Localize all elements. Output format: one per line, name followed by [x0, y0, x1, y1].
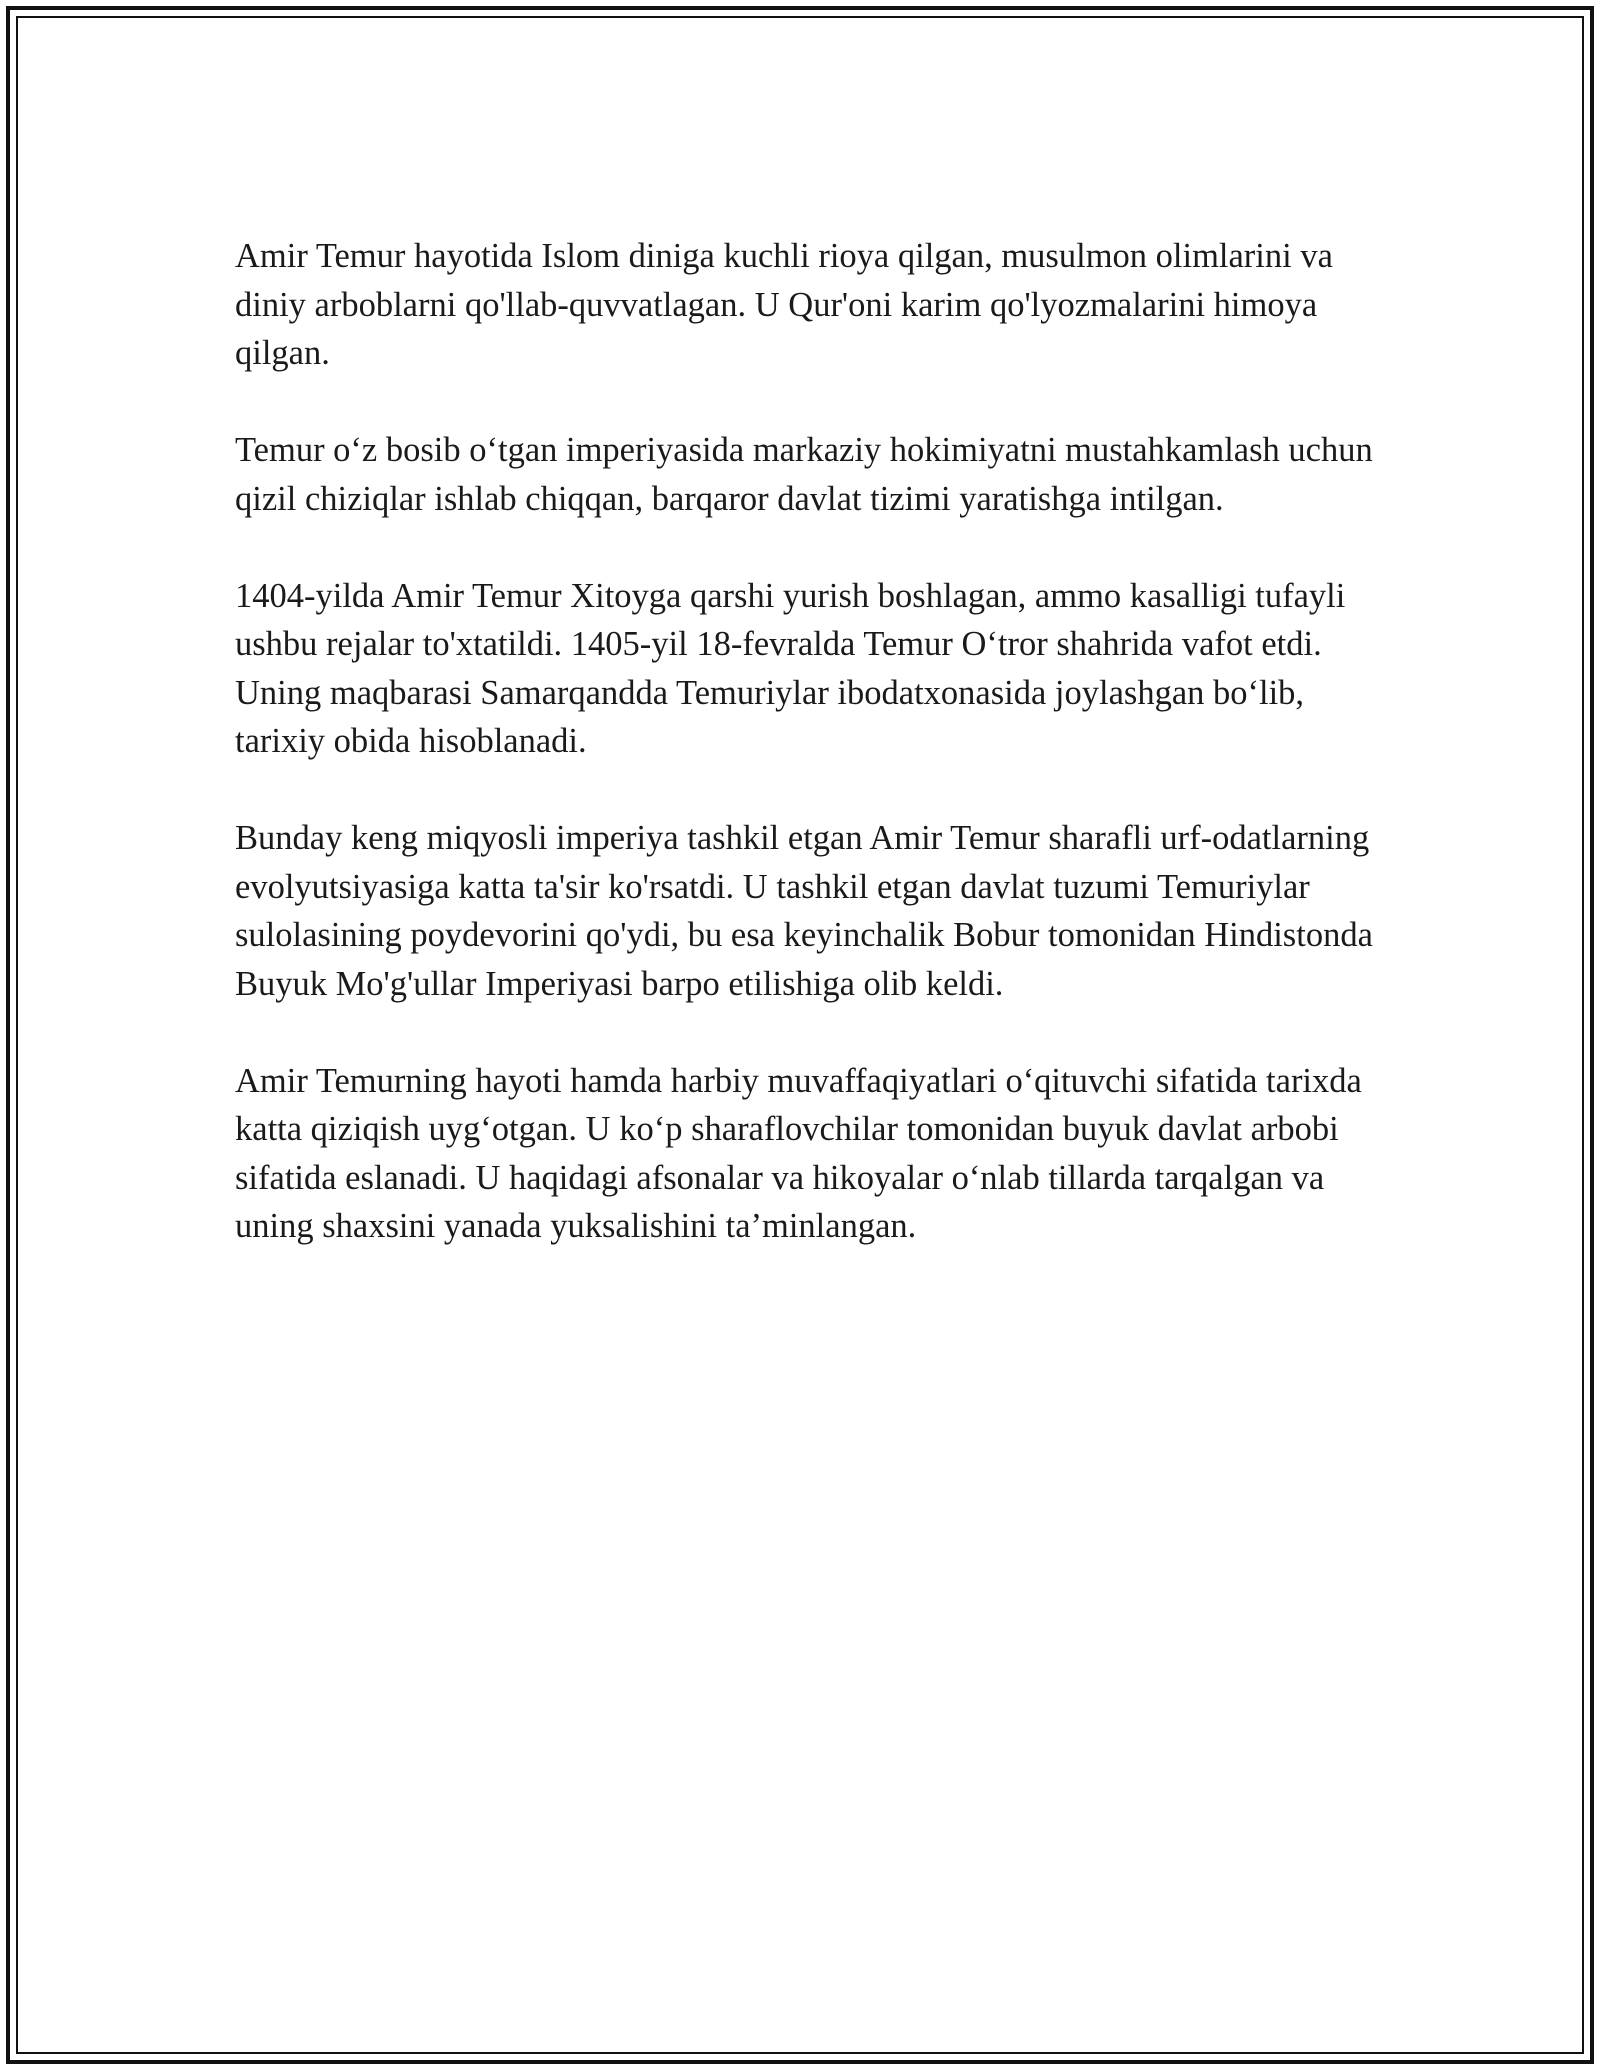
- paragraph-1: Amir Temur hayotida Islom diniga kuchli rioya qilgan, musulmon olimlarini va diniy arboblarni qo'llab-quvvatlagan. U Qur'oni karim qo'lyozmalarini himoya qilgan.: [235, 237, 1333, 372]
- document-body: [235, 232, 1375, 1299]
- paragraph-3: 1404-yilda Amir Temur Xitoyga qarshi yurish boshlagan, ammo kasalligi tufayli ushbu rejalar to'xtatildi. 1405-yil 18-fevralda Temur O‘tror shahrida vafot etdi. Uning maqbarasi Samarqandda Temuriylar ibodatxonasida joylashgan bo‘lib, tarixiy obida hisoblanadi.: [235, 576, 1346, 760]
- paragraph-5: Amir Temurning hayoti hamda harbiy muvaffaqiyatlari o‘qituvchi sifatida tarixda katta qiziqish uyg‘otgan. U ko‘p sharaflovchilar tomonidan buyuk davlat arbobi sifatida eslanadi. U haqidagi afsonalar va hikoyalar o‘nlab tillarda tarqalgan va uning shaxsini yanada yuksalishini ta’minlangan.: [235, 1061, 1362, 1245]
- paragraph-2: Temur o‘z bosib o‘tgan imperiyasida markaziy hokimiyatni mustahkamlash uchun qizil chiziqlar ishlab chiqqan, barqaror davlat tizimi yaratishga intilgan.: [235, 431, 1373, 518]
- paragraph-4: Bunday keng miqyosli imperiya tashkil etgan Amir Temur sharafli urf-odatlarning evolyutsiyasiga katta ta'sir ko'rsatdi. U tashkil etgan davlat tuzumi Temuriylar sulolasining poydevorini qo'ydi, bu esa keyinchalik Bobur tomonidan Hindistonda Buyuk Mo'g'ullar Imperiyasi barpo etilishiga olib keldi.: [235, 819, 1373, 1003]
